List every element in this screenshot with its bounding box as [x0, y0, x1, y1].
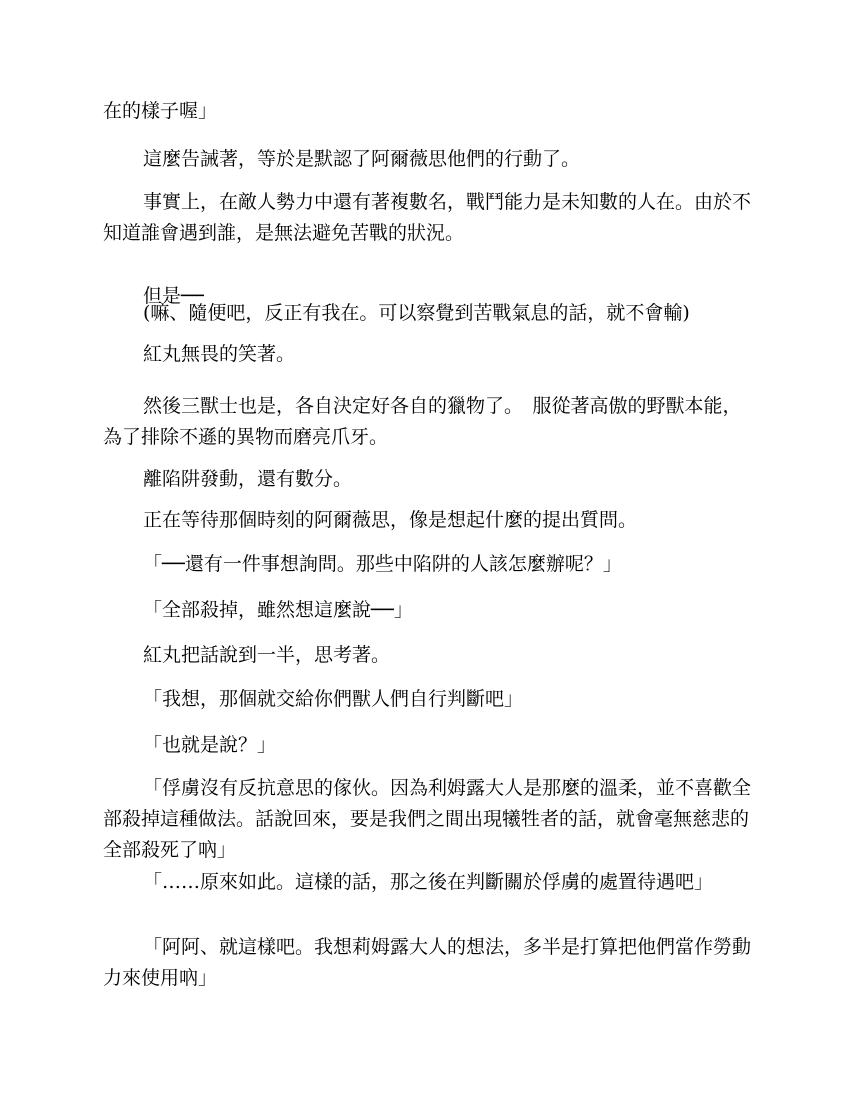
paragraph-7: 然後三獸士也是，各自決定好各自的獵物了。 服從著高傲的野獸本能，為了排除不遜的異物而磨亮爪牙。: [103, 395, 742, 448]
paragraph-13: 「我想，那個就交給你們獸人們自行判斷吧」: [143, 688, 524, 710]
paragraph-2: 這麼告誡著，等於是默認了阿爾薇思他們的行動了。: [143, 148, 581, 170]
paragraph-3: 事實上，在敵人勢力中還有著複數名，戰鬥能力是未知數的人在。由於不知道誰會遇到誰，是無法避免苦戰的狀況。: [103, 191, 752, 244]
paragraph-15: 「俘虜沒有反抗意思的傢伙。因為利姆露大人是那麼的溫柔，並不喜歡全部殺掉這種做法。話說回來，要是我們之間出現犧牲者的話，就會毫無慈悲的全部殺死了吶」: [103, 777, 752, 861]
paragraph-11: 「全部殺掉，雖然想這麼說──」: [143, 599, 413, 621]
paragraph-10: 「──還有一件事想詢問。那些中陷阱的人該怎麼辦呢？」: [143, 553, 622, 575]
paragraph-4: 但是──: [143, 285, 204, 307]
paragraph-14: 「也就是說？」: [143, 734, 277, 756]
paragraph-1: 在的樣子喔」: [103, 100, 218, 122]
paragraph-6: 紅丸無畏的笑著。: [143, 343, 296, 365]
paragraph-17: 「阿阿、就這樣吧。我想莉姆露大人的想法，多半是打算把他們當作勞動力來使用吶」: [103, 936, 752, 989]
paragraph-16: 「……原來如此。這樣的話，那之後在判斷關於俘虜的處置待遇吧」: [143, 871, 714, 893]
paragraph-12: 紅丸把話說到一半，思考著。: [143, 644, 391, 666]
paragraph-9: 正在等待那個時刻的阿爾薇思，像是想起什麼的提出質問。: [143, 509, 638, 531]
paragraph-8: 離陷阱發動，還有數分。: [143, 468, 353, 490]
paragraph-5: (嘛、隨便吧，反正有我在。可以察覺到苦戰氣息的話，就不會輸): [143, 302, 690, 324]
